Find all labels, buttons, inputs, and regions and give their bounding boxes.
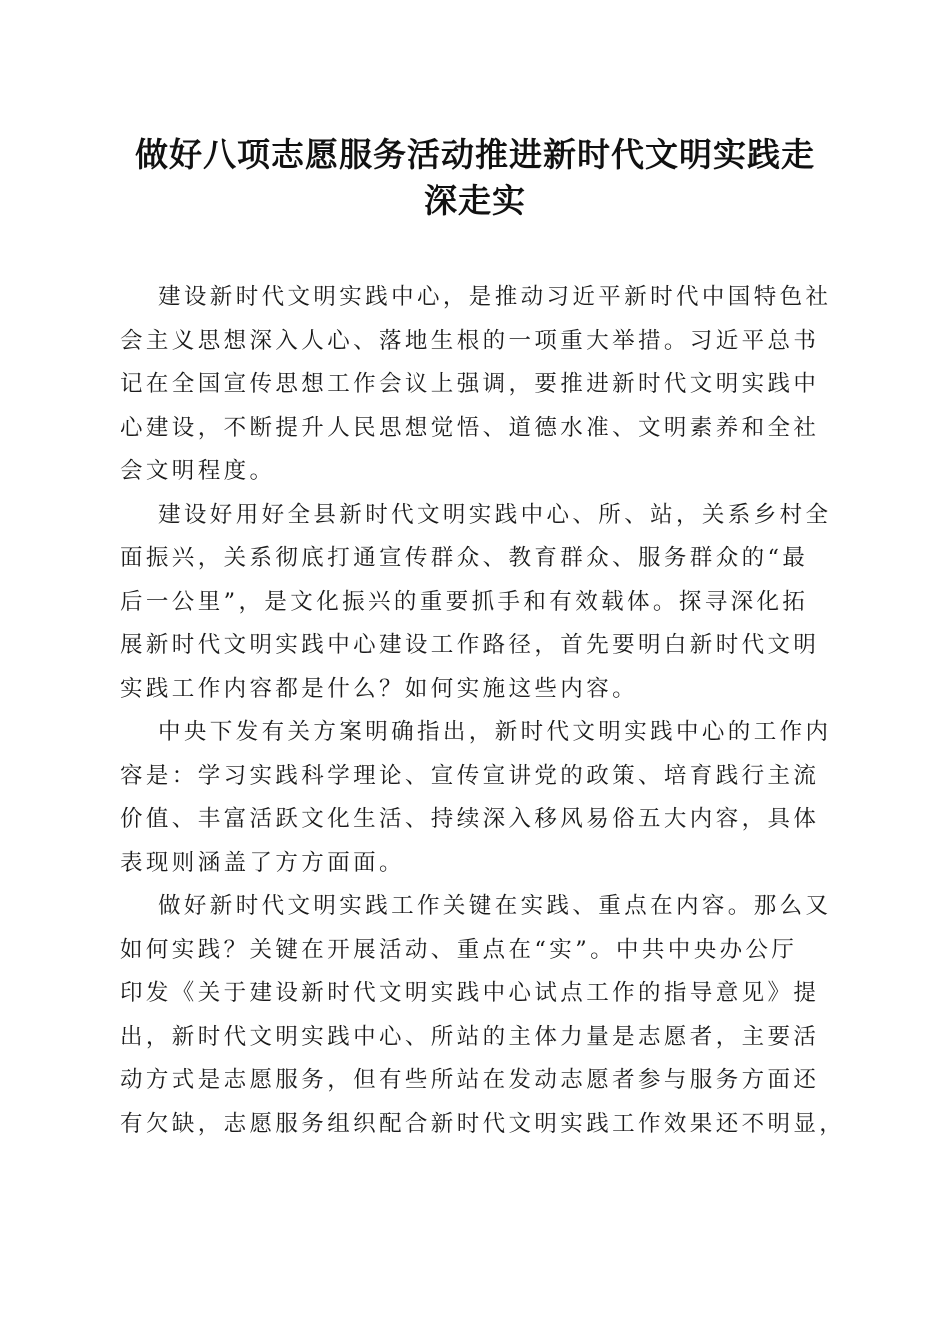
paragraph-line: 心建设，不断提升人民思想觉悟、道德水准、文明素养和全社 (120, 414, 820, 441)
paragraph-line: 如何实践？关键在开展活动、重点在“实”。中共中央办公厅 (120, 936, 798, 963)
paragraph-line: 中央下发有关方案明确指出，新时代文明实践中心的工作内 (158, 719, 832, 745)
paragraph-4 (120, 885, 846, 1146)
paragraph-line: 展新时代文明实践中心建设工作路径，首先要明白新时代文明 (120, 632, 820, 658)
paragraph-1 (120, 276, 832, 494)
paragraph-line: 面振兴，关系彻底打通宣传群众、教育群众、服务群众的“最 (120, 545, 809, 571)
title-line: 深走实 (424, 181, 526, 220)
paragraph-line: 做好新时代文明实践工作关键在实践、重点在内容。那么又 (158, 893, 832, 919)
paragraph-line: 记在全国宣传思想工作会议上强调，要推进新时代文明实践中 (120, 371, 820, 397)
title-line: 做好八项志愿服务活动推进新时代文明实践走 (135, 135, 815, 174)
paragraph-line: 建设好用好全县新时代文明实践中心、所、站，关系乡村全 (158, 501, 832, 528)
paragraph-line: 建设新时代文明实践中心，是推动习近平新时代中国特色社 (158, 284, 832, 310)
paragraph-line: 会主义思想深入人心、落地生根的一项重大举措。习近平总书 (120, 327, 820, 354)
document-title (110, 132, 840, 224)
paragraph-line: 有欠缺，志愿服务组织配合新时代文明实践工作效果还不明显， (120, 1110, 846, 1137)
paragraph-line: 会文明程度。 (120, 458, 276, 484)
paragraph-line: 容是：学习实践科学理论、宣传宣讲党的政策、培育践行主流 (120, 762, 820, 789)
document-body (120, 276, 846, 1146)
paragraph-2 (120, 494, 832, 712)
paragraph-line: 印发《关于建设新时代文明实践中心试点工作的指导意见》提 (120, 980, 820, 1006)
paragraph-line: 后一公里”，是文化振兴的重要抓手和有效载体。探寻深化拓 (120, 588, 809, 615)
paragraph-line: 价值、丰富活跃文化生活、持续深入移风易俗五大内容，具体 (120, 806, 820, 832)
paragraph-line: 动方式是志愿服务，但有些所站在发动志愿者参与服务方面还 (120, 1067, 820, 1093)
paragraph-line: 实践工作内容都是什么？如何实施这些内容。 (120, 675, 639, 702)
paragraph-line: 出，新时代文明实践中心、所站的主体力量是志愿者，主要活 (120, 1023, 820, 1050)
paragraph-3 (120, 711, 832, 885)
paragraph-line: 表现则涵盖了方方面面。 (120, 849, 405, 876)
